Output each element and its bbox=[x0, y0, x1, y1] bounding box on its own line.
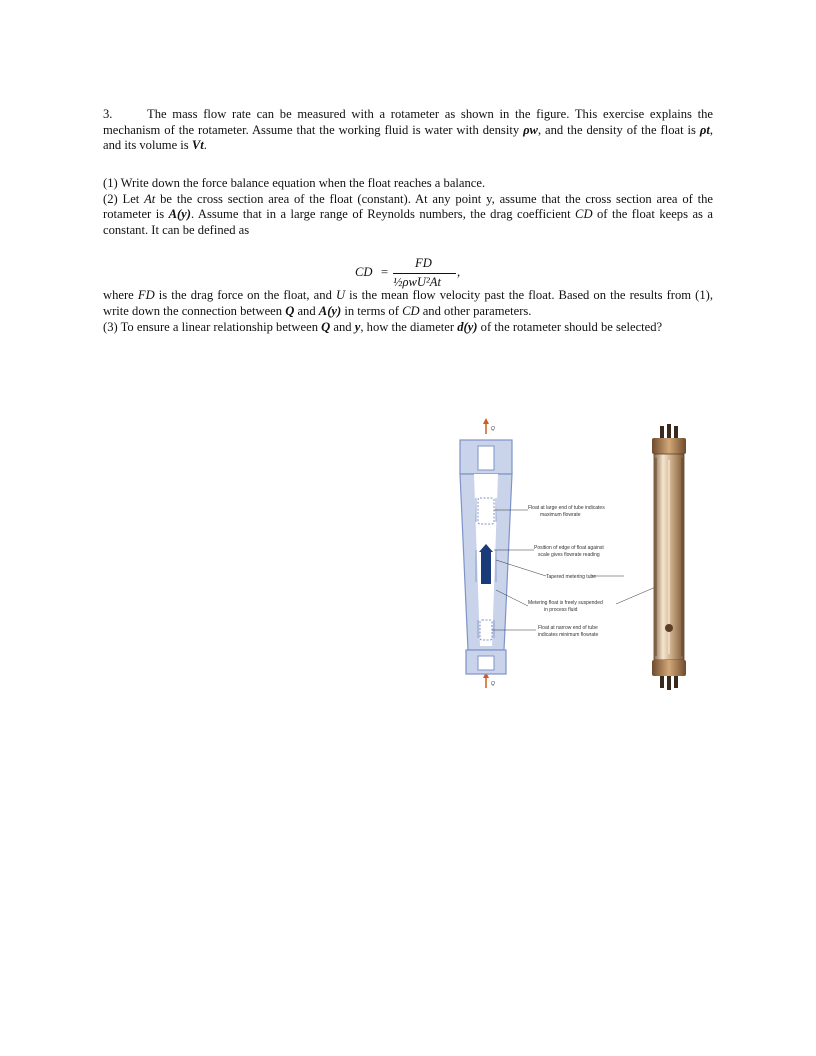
drag-coefficient-formula bbox=[355, 256, 475, 300]
formula-comma: , bbox=[457, 265, 461, 279]
rotameter-figure bbox=[448, 410, 708, 700]
part-1: (1) Write down the force balance equation when the float reaches a balance. bbox=[103, 176, 486, 190]
label-max-flow: Float at large end of tube indicates maximum flowrate bbox=[528, 505, 605, 518]
part-2-continued: where FD is the drag force on the float, and U is the mean flow velocity past the float. Based on the results from (1), write down the connection between Q and A(y) in terms of CD and other parameters. bbox=[103, 288, 713, 318]
formula-equals: = bbox=[381, 265, 389, 279]
formula-lhs: CD bbox=[355, 265, 373, 279]
formula-denominator: ½ρwU²At bbox=[393, 275, 441, 289]
part-2: (2) Let At be the cross section area of the float (constant). At any point y, assume that the cross section area of the rotameter is A(y). Assume that in a large range of Reynolds numbers, the drag coefficient CD of the float keeps as a constant. It can be defined as bbox=[103, 191, 714, 237]
fraction-bar bbox=[393, 273, 456, 274]
metering-float bbox=[481, 550, 491, 584]
label-float-suspended: Metering float is freely suspended in process fluid bbox=[528, 600, 603, 613]
problem-intro: 3. The mass flow rate can be measured with a rotameter as shown in the figure. This exercise explains the mechanism of the rotameter. Assume that the working fluid is water with density ρw, and the density of the float is ρt, and its volume is Vt. bbox=[103, 107, 713, 153]
rho-w-symbol: ρw bbox=[523, 122, 538, 137]
flow-arrow-top bbox=[483, 418, 495, 434]
tapered-tube-diagram bbox=[460, 440, 512, 674]
flow-label-bottom: Q bbox=[491, 681, 495, 687]
label-tapered-tube: Tapered metering tube bbox=[546, 574, 597, 580]
formula-numerator: FD bbox=[415, 256, 432, 270]
label-scale-reading: Position of edge of float against scale gives flowrate reading bbox=[534, 545, 604, 558]
flow-label-top: Q bbox=[491, 426, 495, 432]
part-3: (3) To ensure a linear relationship between Q and y, how the diameter d(y) of the rotameter should be selected? bbox=[103, 319, 663, 334]
label-min-flow: Float at narrow end of tube indicates minimum flowrate bbox=[538, 625, 599, 638]
rho-t-symbol: ρt bbox=[699, 122, 710, 137]
v-t-symbol: Vt bbox=[191, 138, 204, 153]
rotameter-photo bbox=[652, 424, 686, 690]
problem-number: 3. bbox=[103, 107, 113, 121]
